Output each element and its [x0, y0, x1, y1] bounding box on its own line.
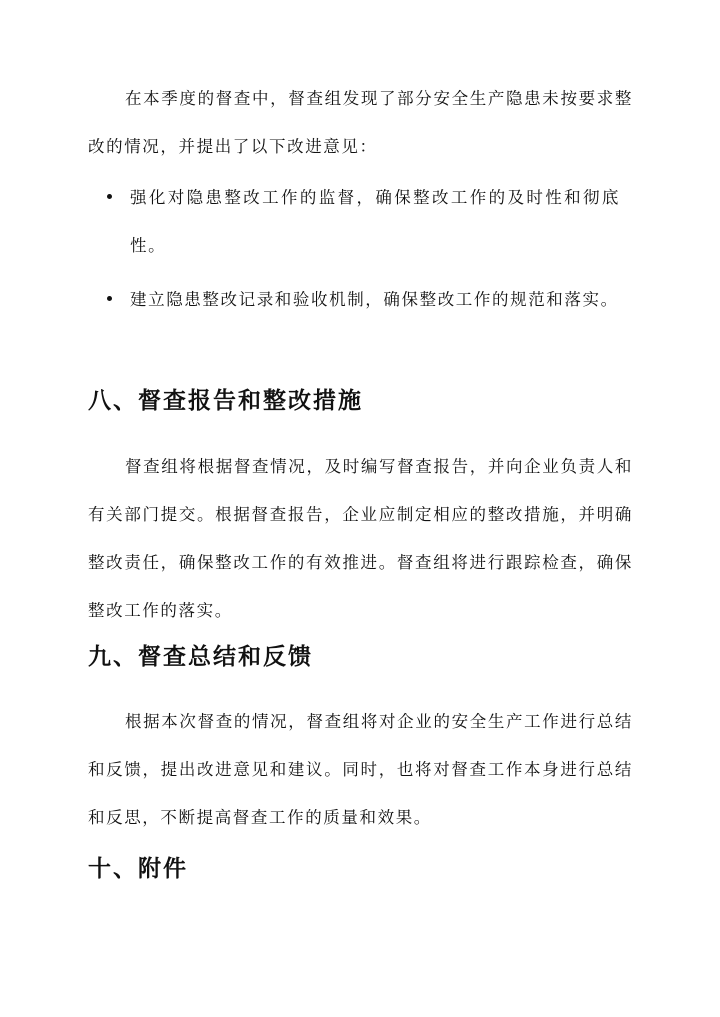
section-heading-8: 八、督查报告和整改措施: [88, 388, 363, 414]
bullet-dot-icon: [107, 194, 112, 199]
list-item: [88, 276, 633, 324]
list-item-text: 强化对隐患整改工作的监督，确保整改工作的及时性和彻底性。: [130, 188, 620, 255]
list-item-text: 建立隐患整改记录和验收机制，确保整改工作的规范和落实。: [130, 290, 619, 309]
list-item: [88, 174, 633, 270]
summary-paragraph: 根据本次督查的情况，督查组将对企业的安全生产工作进行总结和反馈，提出改进意见和建议。同时，也将对督查工作本身进行总结和反思，不断提高督查工作的质量和效果。: [88, 712, 633, 827]
report-paragraph: 督查组将根据督查情况，及时编写督查报告，并向企业负责人和有关部门提交。根据督查报告，企业应制定相应的整改措施，并明确整改责任，确保整改工作的有效推进。督查组将进行跟踪检查，确保整改工作的落实。: [88, 457, 633, 620]
bullet-dot-icon: [107, 296, 112, 301]
intro-paragraph: 在本季度的督查中，督查组发现了部分安全生产隐患未按要求整改的情况，并提出了以下改进意见：: [88, 89, 633, 156]
section-heading-9: 九、督查总结和反馈: [88, 644, 313, 670]
section-heading-10: 十、附件: [88, 856, 188, 882]
